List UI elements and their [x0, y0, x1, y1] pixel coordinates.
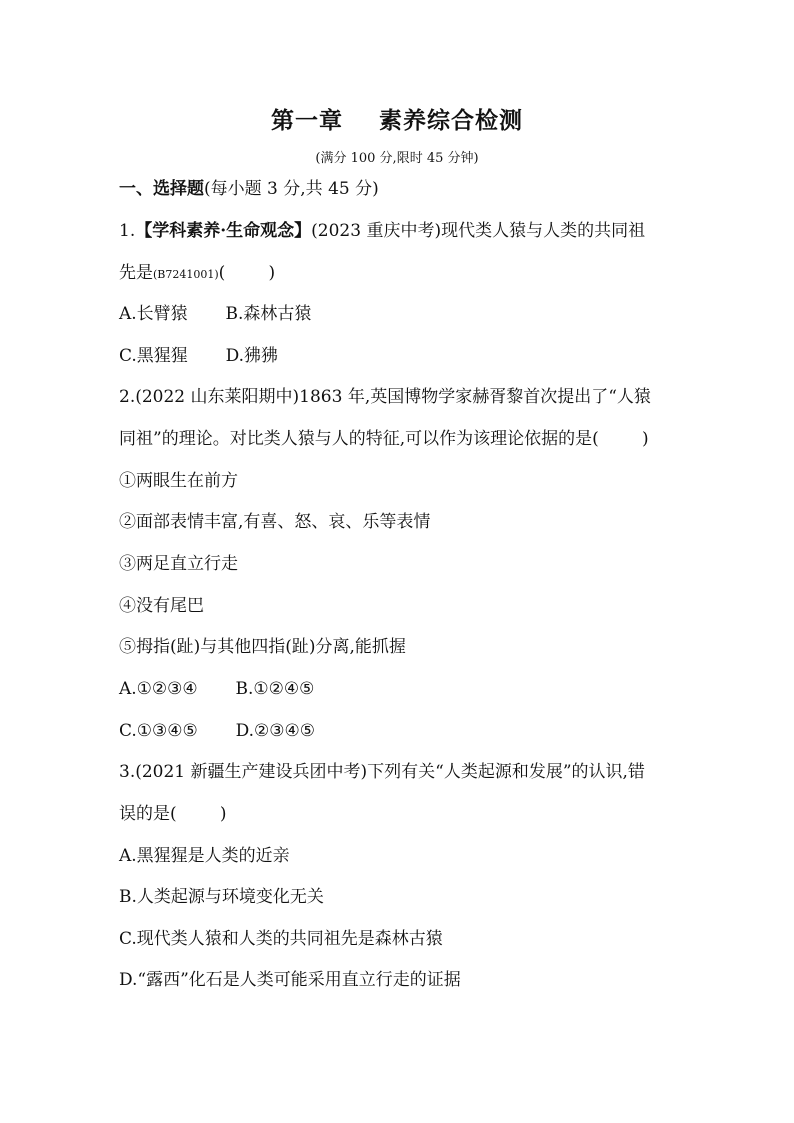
q3-option: C.现代类人猿和人类的共同祖先是森林古猿 — [119, 929, 443, 949]
q2-item: ④没有尾巴 — [119, 596, 204, 616]
section-heading-line — [119, 178, 379, 200]
q3-stem-line2: 误的是( ) — [119, 804, 227, 824]
q1-number: 1. — [119, 221, 136, 241]
q1-stem-line1 — [119, 220, 645, 242]
q1-options-row2: C.黑猩猩 D.狒狒 — [119, 346, 279, 366]
q1-stem-line2 — [119, 262, 275, 286]
q1-stem-prefix: 先是 — [119, 263, 153, 283]
q2-item: ⑤拇指(趾)与其他四指(趾)分离,能抓握 — [119, 637, 406, 657]
q2-stem-line1: 2.(2022 山东莱阳期中)1863 年,英国博物学家赫胥黎首次提出了“人猿 — [119, 387, 651, 407]
q2-stem-line2: 同祖”的理论。对比类人猿与人的特征,可以作为该理论依据的是( ) — [119, 429, 649, 449]
q3-option: B.人类起源与环境变化无关 — [119, 887, 324, 907]
q3-option: D.“露西”化石是人类可能采用直立行走的证据 — [119, 970, 461, 990]
section-heading: 一、选择题 — [119, 179, 204, 199]
q2-item: ③两足直立行走 — [119, 554, 238, 574]
q1-tag: 【学科素养·生命观念】 — [135, 221, 312, 241]
q2-item: ①两眼生在前方 — [119, 471, 238, 491]
page-title: 第一章 素养综合检测 — [270, 107, 524, 134]
q2-options-row2: C.①③④⑤ D.②③④⑤ — [119, 721, 315, 741]
q3-option: A.黑猩猩是人类的近亲 — [119, 846, 290, 866]
q3-stem-line1: 3.(2021 新疆生产建设兵团中考)下列有关“人类起源和发展”的认识,错 — [119, 762, 645, 782]
q1-stem-text: (2023 重庆中考)现代类人猿与人类的共同祖 — [311, 221, 646, 241]
section-note: (每小题 3 分,共 45 分) — [204, 179, 379, 199]
q1-options-row1: A.长臂猿 B.森林古猿 — [119, 304, 312, 324]
page-subtitle: (满分 100 分,限时 45 分钟) — [315, 151, 479, 166]
q1-answer-blank: ( ) — [218, 263, 276, 283]
q2-item: ②面部表情丰富,有喜、怒、哀、乐等表情 — [119, 512, 431, 532]
q2-options-row1: A.①②③④ B.①②④⑤ — [119, 679, 315, 699]
q1-code: (B7241001) — [153, 268, 219, 281]
